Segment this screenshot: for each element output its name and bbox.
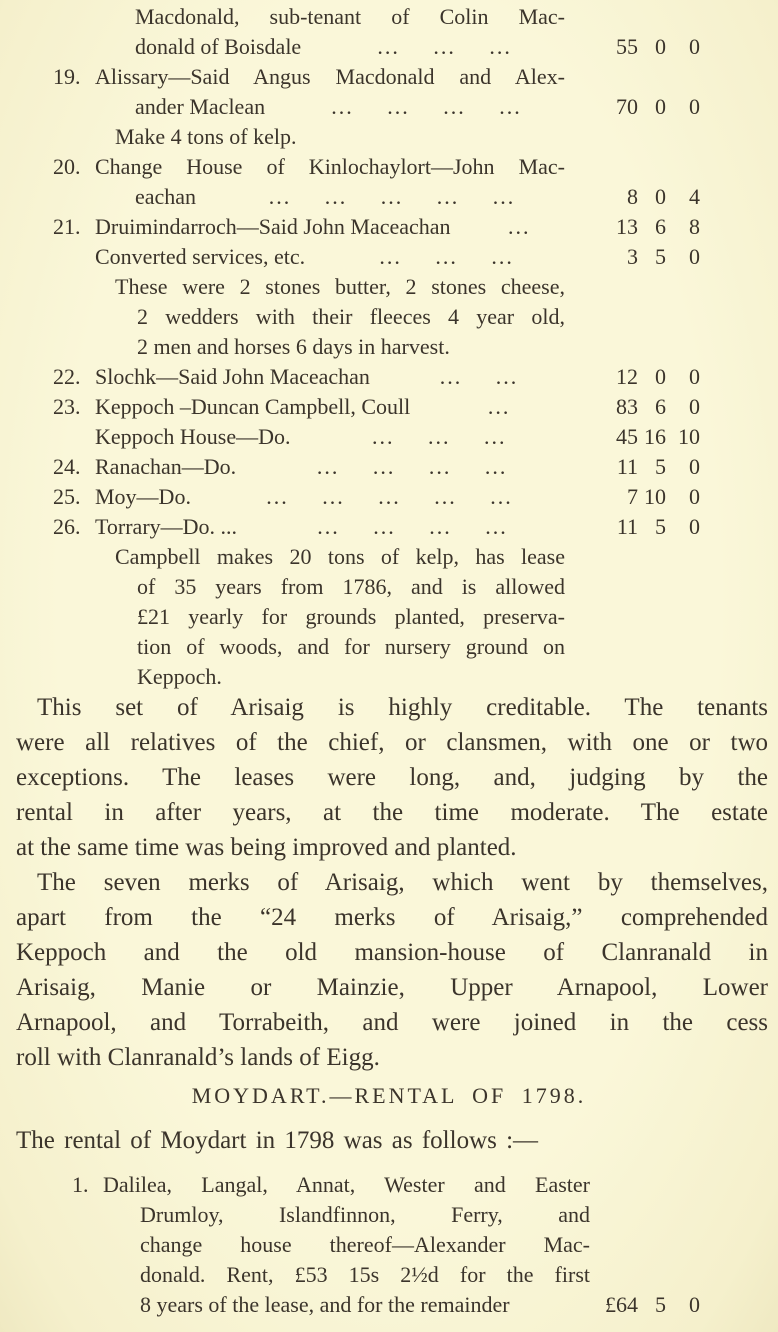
- amount-shillings: 6: [655, 214, 666, 239]
- item-text: Drumloy, Islandfinnon, Ferry, and: [140, 1202, 590, 1227]
- paragraph-line: apart from the “24 merks of Arisaig,” comprehended: [16, 904, 768, 931]
- rental-row: [0, 1290, 778, 1320]
- item-text: Macdonald, sub-tenant of Colin Mac-: [135, 4, 565, 29]
- item-number: 25.: [53, 484, 81, 509]
- rental-row: [0, 1170, 778, 1200]
- amount-pence: 0: [689, 34, 700, 59]
- rental-row: [0, 92, 778, 122]
- moydart-intro-line: The rental of Moydart in 1798 was as follows :—: [16, 1127, 539, 1154]
- amount-pence: 0: [689, 514, 700, 539]
- amount-pounds: 45: [616, 424, 638, 449]
- item-text: Alissary—Said Angus Macdonald and Alex-: [95, 64, 565, 89]
- paragraph-line: Arisaig, Manie or Mainzie, Upper Arnapool, Lower: [16, 974, 768, 1001]
- amount-shillings: 0: [655, 364, 666, 389]
- dot-leader: ... ... ...: [377, 34, 512, 59]
- rental-row: [0, 482, 778, 512]
- amount-pounds: 11: [616, 454, 638, 479]
- paragraph-line: The seven merks of Arisaig, which went by themselves,: [37, 869, 768, 896]
- item-text: ander Maclean: [135, 94, 266, 119]
- paragraph-line: roll with Clanranald’s lands of Eigg.: [16, 1044, 380, 1071]
- item-text: eachan: [135, 184, 197, 209]
- amount-pounds: 8: [627, 184, 638, 209]
- rental-row: [0, 1230, 778, 1260]
- amount-pounds: 13: [616, 214, 638, 239]
- note-text: Campbell makes 20 tons of kelp, has lease: [115, 544, 565, 569]
- amount-pence: 10: [678, 424, 700, 449]
- amount-pence: 0: [689, 364, 700, 389]
- item-text: Moy—Do.: [95, 484, 191, 509]
- item-text: change house thereof—Alexander Mac-: [140, 1232, 590, 1257]
- section-heading-moydart-rental: MOYDART.—RENTAL OF 1798.: [191, 1083, 587, 1108]
- amount-pounds: 55: [616, 34, 638, 59]
- note-text: tion of woods, and for nursery ground on: [137, 634, 565, 659]
- rental-row: [0, 512, 778, 542]
- paragraph-line: at the same time was being improved and planted.: [16, 834, 517, 861]
- rental-note: [0, 602, 778, 632]
- amount-shillings: 5: [655, 244, 666, 269]
- item-number: 22.: [53, 364, 81, 389]
- note-text: Keppoch.: [137, 664, 222, 689]
- amount-pence: 8: [689, 214, 700, 239]
- item-text: Torrary—Do. ...: [95, 514, 238, 539]
- paragraph-arisaig-summary: [0, 690, 778, 865]
- item-text: Ranachan—Do.: [95, 454, 237, 479]
- item-text: Slochk—Said John Maceachan: [95, 364, 370, 389]
- item-number: 1.: [72, 1172, 89, 1197]
- item-text: 8 years of the lease, and for the remainder: [140, 1292, 510, 1317]
- amount-shillings: 5: [655, 1292, 666, 1317]
- rental-note: [0, 332, 778, 362]
- paragraph-line: Keppoch and the old mansion-house of Clanranald in: [16, 939, 768, 966]
- item-number: 19.: [53, 64, 81, 89]
- dot-leader: ... ... ... ...: [331, 94, 522, 119]
- rental-note: [0, 542, 778, 572]
- rental-row: [0, 422, 778, 452]
- item-text: Dalilea, Langal, Annat, Wester and Easter: [103, 1172, 590, 1197]
- amount-pence: 0: [689, 1292, 700, 1317]
- dot-leader: ...: [508, 214, 531, 239]
- note-text: 2 men and horses 6 days in harvest.: [137, 334, 450, 359]
- item-text: Keppoch House—Do.: [95, 424, 291, 449]
- dot-leader: [510, 1290, 588, 1320]
- note-text: Make 4 tons of kelp.: [115, 124, 297, 149]
- dot-leader: ... ... ... ...: [317, 514, 508, 539]
- dot-leader: ... ... ... ...: [316, 454, 508, 479]
- amount-pence: 0: [689, 454, 700, 479]
- rental-row: [0, 62, 778, 92]
- amount-shillings: 5: [655, 514, 666, 539]
- amount-pence: 0: [689, 94, 700, 119]
- item-text: Druimindarroch—Said John Maceachan: [95, 214, 451, 239]
- item-text: donald of Boisdale: [135, 34, 302, 59]
- item-number: 23.: [53, 394, 81, 419]
- note-text: 2 wedders with their fleeces 4 year old,: [137, 304, 565, 329]
- amount-pounds: £64: [605, 1292, 638, 1317]
- rental-row: [0, 212, 778, 242]
- amount-pounds: 11: [616, 514, 638, 539]
- dot-leader: ... ... ... ... ...: [266, 484, 513, 509]
- amount-pounds: 83: [616, 394, 638, 419]
- item-number: 21.: [53, 214, 81, 239]
- rental-note: [0, 662, 778, 692]
- moydart-rental-list: [0, 1170, 778, 1320]
- amount-shillings: 5: [655, 454, 666, 479]
- amount-pounds: 70: [616, 94, 638, 119]
- item-text: Keppoch –Duncan Campbell, Coull: [95, 394, 411, 419]
- amount-pence: 0: [689, 484, 700, 509]
- amount-shillings: 0: [655, 184, 666, 209]
- dot-leader: ... ... ...: [379, 244, 514, 269]
- rental-note: [0, 572, 778, 602]
- rental-row: [0, 182, 778, 212]
- amount-shillings: 10: [644, 484, 666, 509]
- rental-note: [0, 632, 778, 662]
- rental-note: [0, 272, 778, 302]
- item-number: 20.: [53, 154, 81, 179]
- dot-leader: ... ... ... ... ...: [268, 184, 516, 209]
- item-number: 24.: [53, 454, 81, 479]
- paragraph-line: rental in after years, at the time moderate. The estate: [16, 799, 768, 826]
- rental-row: [0, 2, 778, 32]
- amount-pounds: 7: [627, 484, 638, 509]
- paragraph-line: Arnapool, and Torrabeith, and were joined in the cess: [16, 1009, 768, 1036]
- amount-shillings: 16: [644, 424, 666, 449]
- amount-pounds: 12: [616, 364, 638, 389]
- rental-row: [0, 362, 778, 392]
- rental-row: [0, 1260, 778, 1290]
- rental-row: [0, 1200, 778, 1230]
- dot-leader: ...: [487, 394, 511, 419]
- amount-shillings: 6: [655, 394, 666, 419]
- paragraph-line: This set of Arisaig is highly creditable. The tenants: [37, 694, 768, 721]
- rental-row: [0, 452, 778, 482]
- item-text: Converted services, etc.: [95, 244, 306, 269]
- amount-pence: 0: [689, 394, 700, 419]
- item-text: Change House of Kinlochaylort—John Mac-: [95, 154, 565, 179]
- rental-row: [0, 392, 778, 422]
- item-text: donald. Rent, £53 15s 2½d for the first: [140, 1262, 590, 1287]
- dot-leader: ... ... ...: [372, 424, 507, 449]
- paragraph-line: exceptions. The leases were long, and, judging by the: [16, 764, 768, 791]
- rental-note: [0, 122, 778, 152]
- note-text: of 35 years from 1786, and is allowed: [137, 574, 565, 599]
- rental-row: [0, 242, 778, 272]
- amount-shillings: 0: [655, 94, 666, 119]
- amount-pounds: 3: [627, 244, 638, 269]
- paragraph-seven-merks: [0, 865, 778, 1075]
- item-number: 26.: [53, 514, 81, 539]
- amount-pence: 0: [689, 244, 700, 269]
- note-text: £21 yearly for grounds planted, preserva-: [137, 604, 565, 629]
- amount-pence: 4: [689, 184, 700, 209]
- dot-leader: ... ...: [439, 364, 519, 389]
- rental-row: [0, 152, 778, 182]
- amount-shillings: 0: [655, 34, 666, 59]
- note-text: These were 2 stones butter, 2 stones cheese,: [115, 274, 565, 299]
- paragraph-line: were all relatives of the chief, or clansmen, with one or two: [16, 729, 768, 756]
- rental-row: [0, 32, 778, 62]
- rental-note: [0, 302, 778, 332]
